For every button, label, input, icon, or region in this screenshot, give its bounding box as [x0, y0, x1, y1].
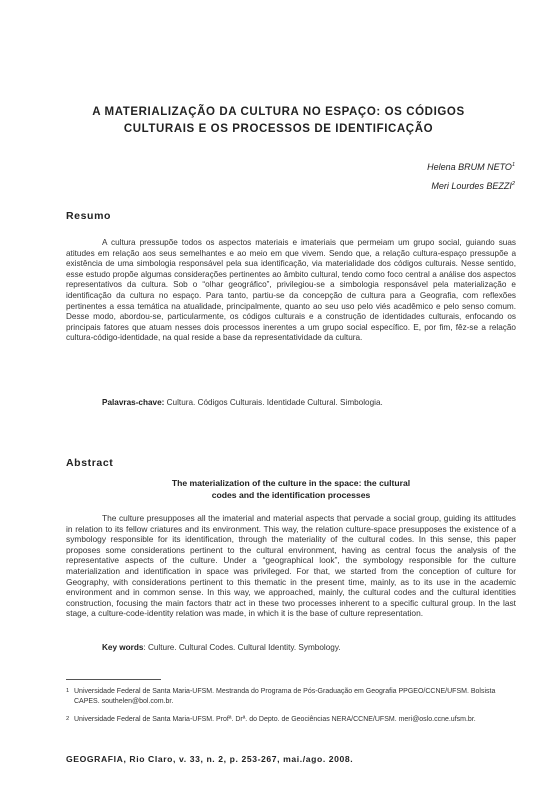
- keywords-text: : Culture. Cultural Codes. Cultural Identity. Symbology.: [143, 643, 341, 652]
- resumo-body: [66, 238, 516, 344]
- resumo-paragraph: A cultura pressupõe todos os aspectos materiais e imateriais que permeiam um grupo social, guiando suas atitudes em relação aos seus semelhantes e ao meio em que vivem. Sendo que, a relação cultura-espaço pressupõe a existência de uma simbologia responsável pela sua identificação, via materialidade dos códigos culturais. Nesse sentido, esse estudo propõe algumas considerações pertinentes ao âmbito cultural, tendo como foco central a análise dos aspectos representativos da cultura. Sob o “olhar geográfico”, privilegiou-se a simbologia responsável pela materialização e identificação da cultura no espaço. Para tanto, partiu-se da concepção de cultura para a Geografia, com reflexões pertinentes a essa temática na atualidade, principalmente, quanto ao seu uso pelo viés acadêmico e pelo senso comum. Desse modo, abordou-se, particularmente, os códigos culturais e a construção de identidades culturais, enfocando os principais fatores que atuam nesses dois processos inerentes a um grupo social específico. E, por fim, fêz-se a relação cultura-código-identidade, na qual reside a base da representatividade da cultura.: [66, 238, 516, 343]
- abstract-paragraph: The culture presupposes all the imaterial and material aspects that pervade a social group, guiding its attitudes in relation to its fellow criatures and its environment. This way, the relation culture-space presupposes the existence of a symbology responsible for its identification, through the materiality of the cultural codes. In this sense, this paper proposes some considerations pertinent to the cultural environment, having as central focus the analysis of the representative aspects of the culture. Under a “geographical look”, the symbology responsible for the culture materialization and identification in space was privileged. For that, we started from the conception of culture for Geography, with considerations pertinent to this thematic in the present time, mainly, as to its use in the academic environment and in common sense. In this way, we approached, mainly, the cultural codes and the cultural identities construction, focusing the main factors thatr act in these two processes inherent to a specific cultural group. In the last stage, a culture-code-identity relation was made, in which it is the base of culture representation.: [66, 513, 516, 619]
- footnote-text: Universidade Federal de Santa Maria-UFSM. Mestranda do Programa de Pós-Graduação em Geografia PPGEO/CCNE/UFSM. Bolsista CAPES. southelen@bol.com.br.: [74, 688, 496, 705]
- keywords-label: Key words: [102, 643, 144, 652]
- title-line-2: CULTURAIS E OS PROCESSOS DE IDENTIFICAÇÃO: [123, 123, 434, 135]
- author-name: Meri Lourdes BEZZI: [431, 181, 512, 191]
- journal-citation: GEOGRAFIA, Rio Claro, v. 33, n. 2, p. 253-267, mai./ago. 2008.: [66, 754, 354, 764]
- author-list: [427, 157, 515, 195]
- english-title-line-1: The materialization of the culture in the space: the cultural: [171, 478, 411, 488]
- footnote-divider: [66, 679, 161, 680]
- abstract-body: [66, 513, 516, 619]
- resumo-heading: Resumo: [66, 210, 112, 222]
- english-title: [66, 477, 516, 501]
- author-footnote-mark: 2: [511, 181, 515, 187]
- abstract-keywords: [102, 643, 341, 652]
- footnote-1: [66, 687, 518, 706]
- author-2: [427, 176, 515, 195]
- keywords-label: Palavras-chave:: [102, 398, 165, 407]
- english-title-line-2: codes and the identification processes: [211, 490, 371, 500]
- abstract-heading: Abstract: [66, 457, 114, 469]
- footnote-2: [66, 715, 518, 725]
- footnote-mark: 1: [66, 688, 70, 694]
- resumo-keywords: [102, 398, 383, 407]
- footnote-mark: 2: [66, 716, 70, 722]
- article-title: [40, 104, 517, 138]
- footnote-text: Universidade Federal de Santa Maria-UFSM. Profª. Drª. do Depto. de Geociências NERA/CCNE/UFSM. meri@oslo.ccne.ufsm.br.: [74, 716, 476, 723]
- title-line-1: A MATERIALIZAÇÃO DA CULTURA NO ESPAÇO: OS CÓDIGOS: [92, 106, 465, 118]
- author-name: Helena BRUM NETO: [427, 162, 512, 172]
- author-footnote-mark: 1: [511, 162, 515, 168]
- keywords-text: Cultura. Códigos Culturais. Identidade Cultural. Simbologia.: [166, 398, 383, 407]
- author-1: [427, 157, 515, 176]
